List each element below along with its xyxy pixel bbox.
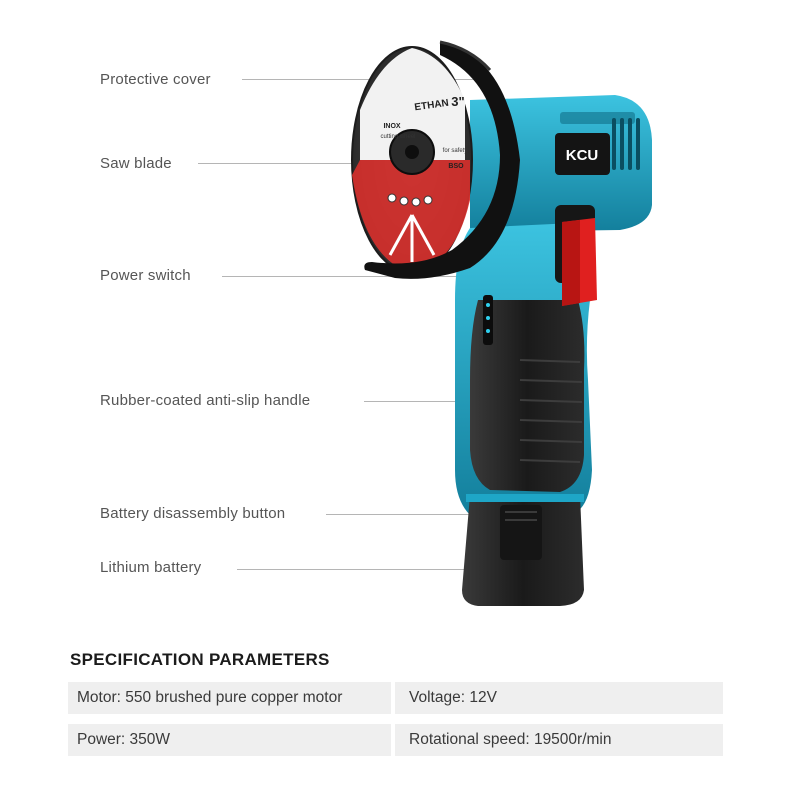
blade-safety-text: for safety [442, 148, 468, 154]
saw-blade [352, 47, 472, 273]
callout-power-switch: Power switch [100, 267, 191, 284]
spec-voltage: Voltage: 12V [395, 682, 723, 714]
callout-battery-button: Battery disassembly button [100, 505, 286, 522]
blade-size: 3" [451, 94, 465, 109]
blade-brand: ETHAN [413, 97, 450, 114]
blade-code: BSO [448, 163, 464, 170]
spec-title: SPECIFICATION PARAMETERS [70, 650, 330, 669]
brand-logo: KCU [565, 147, 599, 164]
spec-power: Power: 350W [68, 724, 391, 756]
lithium-battery [462, 494, 584, 606]
battery-release-button [500, 505, 542, 560]
blade-cutting-text: cutting wheel [380, 134, 416, 140]
spec-motor: Motor: 550 brushed pure copper motor [68, 682, 391, 714]
callout-protective-cover: Protective cover [100, 71, 211, 88]
angle-grinder-illustration [340, 30, 670, 610]
spec-rotational-speed: Rotational speed: 19500r/min [395, 724, 723, 756]
callout-anti-slip-handle: Rubber-coated anti-slip handle [100, 392, 311, 409]
blade-inox: INOX [383, 123, 401, 130]
callout-saw-blade: Saw blade [100, 155, 172, 172]
callout-lithium-battery: Lithium battery [100, 559, 202, 576]
